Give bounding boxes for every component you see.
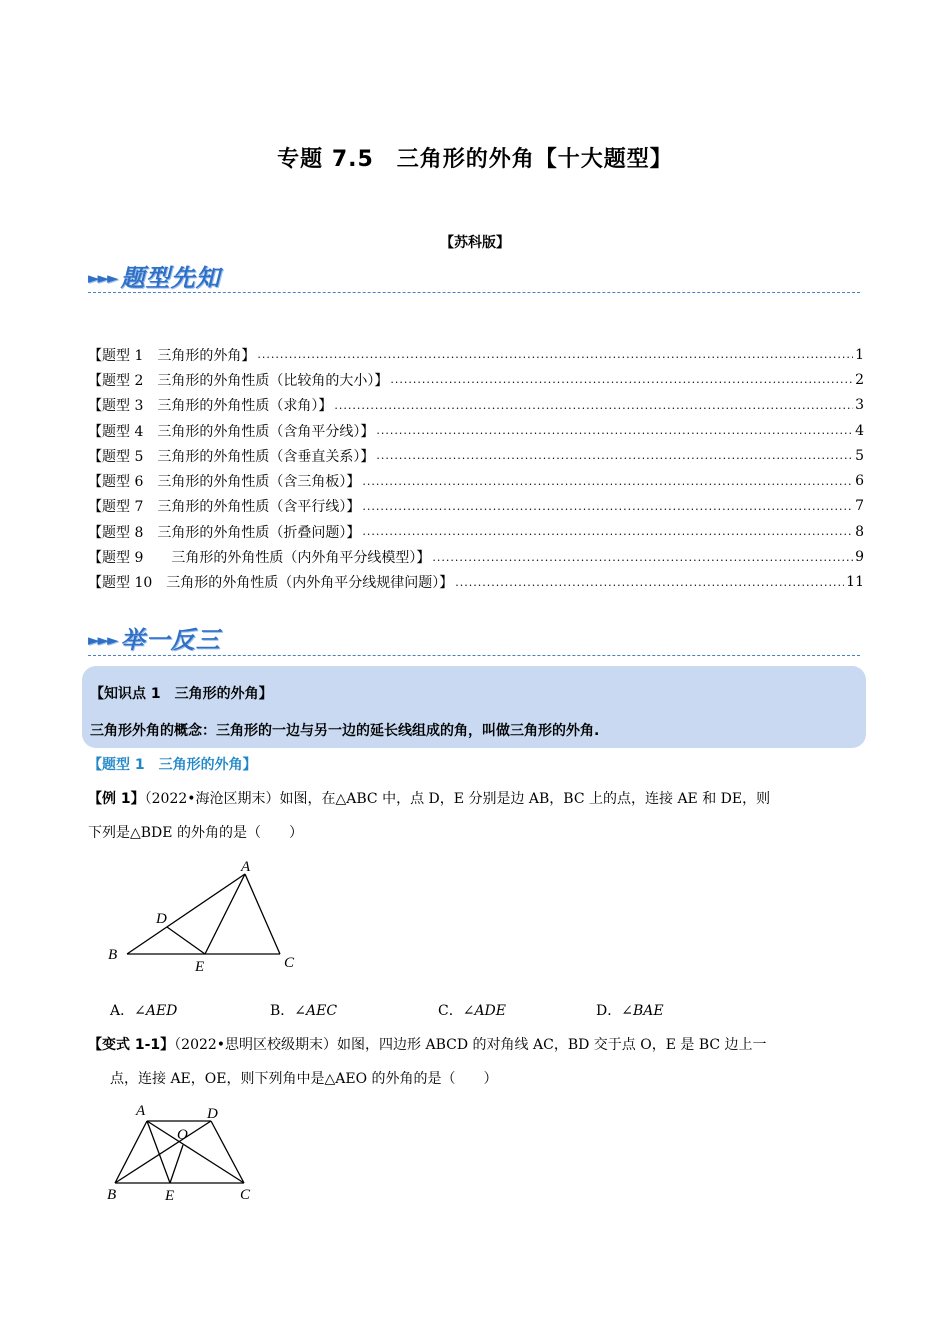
example-tag: 【例 1】 [88,791,145,807]
section-banner-text: 题型先知 [120,264,221,292]
triple-arrow-icon: ►►► [88,269,117,287]
option-b[interactable] [270,1000,337,1020]
segment-de [167,927,205,954]
label-e: E [165,1188,175,1204]
toc-leader-dots [376,424,853,437]
label-a: A [241,859,251,875]
toc-entry-label: 【题型 1 三角形的外角】 [88,347,256,364]
toc-entry[interactable] [88,519,864,544]
page-title: 专题 7.5 三角形的外角【十大题型】 [277,147,673,172]
option-d[interactable] [596,1000,664,1020]
example-1-text [88,782,866,850]
table-of-contents [88,342,864,595]
toc-entry-label: 【题型 5 三角形的外角性质（含垂直关系）】 [88,448,375,465]
toc-entry-label: 【题型 6 三角形的外角性质（含三角板）】 [88,474,361,491]
option-letter: C． [438,1003,463,1019]
variant-1-1-figure [100,1100,270,1210]
segment-ae [205,874,245,954]
segment-ae [147,1121,170,1183]
toc-entry[interactable] [88,342,864,367]
label-d: D [207,1106,218,1122]
option-text: ∠AED [134,1003,178,1019]
toc-leader-dots [257,348,853,361]
option-letter: D． [596,1003,622,1019]
option-a[interactable] [110,1000,177,1020]
knowledge-text: 三角形外角的概念：三角形的一边与另一边的延长线组成的角，叫做三角形的外角. [90,723,600,739]
toc-entry[interactable] [88,494,864,519]
example-line-1: （2022•海沧区期末）如图，在△ABC 中，点 D，E 分别是边 AB，BC 上的点，连接 AE 和 DE，则 [144,791,771,807]
segment-ac [245,874,280,954]
toc-entry-label: 【题型 2 三角形的外角性质（比较角的大小）】 [88,372,389,389]
option-c[interactable] [438,1000,506,1020]
toc-page-number: 6 [855,473,864,490]
divider [88,655,860,656]
toc-leader-dots [362,500,853,513]
toc-entry[interactable] [88,367,864,392]
label-a: A [136,1103,146,1119]
example-line-2: 下列是△BDE 的外角的是（ ） [88,825,303,841]
section-banner-text: 举一反三 [120,626,221,654]
toc-page-number: 4 [855,422,864,439]
toc-entry[interactable] [88,443,864,468]
toc-page-number: 1 [855,346,864,363]
label-b: B [108,947,118,963]
toc-leader-dots [362,475,853,488]
toc-page-number: 8 [855,523,864,540]
toc-page-number: 7 [855,498,864,515]
toc-entry[interactable] [88,544,864,569]
toc-entry-label: 【题型 9 三角形的外角性质（内外角平分线模型）】 [88,550,431,567]
toc-entry-label: 【题型 3 三角形的外角性质（求角）】 [88,398,333,415]
toc-page-number: 9 [855,549,864,566]
section-banner-preview [88,258,221,293]
label-c: C [240,1187,251,1203]
variant-line-1: （2022•思明区校级期末）如图，四边形 ABCD 的对角线 AC，BD 交于点 O，E 是 BC 边上一 [174,1037,767,1053]
toc-entry[interactable] [88,418,864,443]
variant-tag: 【变式 1-1】 [88,1037,175,1053]
toc-entry-label: 【题型 4 三角形的外角性质（含角平分线）】 [88,423,375,440]
toc-leader-dots [334,399,853,412]
example-1-figure [100,855,310,980]
toc-entry[interactable] [88,393,864,418]
toc-page-number: 11 [846,574,864,591]
question-type-heading: 【题型 1 三角形的外角】 [88,757,257,773]
segment-oe [170,1145,183,1183]
toc-entry[interactable] [88,570,864,595]
edition-label: 【苏科版】 [440,235,510,251]
toc-page-number: 3 [855,397,864,414]
toc-leader-dots [455,576,844,589]
toc-leader-dots [390,373,853,386]
divider [88,292,860,293]
toc-leader-dots [362,525,853,538]
label-e: E [195,959,205,975]
toc-entry-label: 【题型 10 三角形的外角性质（内外角平分线规律问题）】 [88,575,454,592]
toc-page-number: 5 [855,447,864,464]
toc-leader-dots [376,449,853,462]
knowledge-title: 【知识点 1 三角形的外角】 [90,686,273,702]
variant-1-1-text [88,1028,866,1096]
label-d: D [156,911,167,927]
option-text: ∠BAE [621,1003,664,1019]
triple-arrow-icon: ►►► [88,631,117,649]
segment-ab [115,1121,147,1183]
label-b: B [107,1187,117,1203]
option-text: ∠AEC [294,1003,338,1019]
option-letter: B． [270,1003,295,1019]
option-letter: A． [110,1003,135,1019]
toc-entry-label: 【题型 7 三角形的外角性质（含平行线）】 [88,499,361,516]
toc-leader-dots [432,551,853,564]
label-o: O [177,1127,188,1143]
toc-entry-label: 【题型 8 三角形的外角性质（折叠问题）】 [88,524,361,541]
option-text: ∠ADE [462,1003,507,1019]
section-banner-practice [88,620,221,655]
segment-ba [127,874,245,954]
toc-entry[interactable] [88,468,864,493]
label-c: C [284,955,295,971]
segment-dc [211,1121,244,1183]
variant-line-2: 点，连接 AE，OE，则下列角中是△AEO 的外角的是（ ） [110,1071,498,1087]
toc-page-number: 2 [855,371,864,388]
